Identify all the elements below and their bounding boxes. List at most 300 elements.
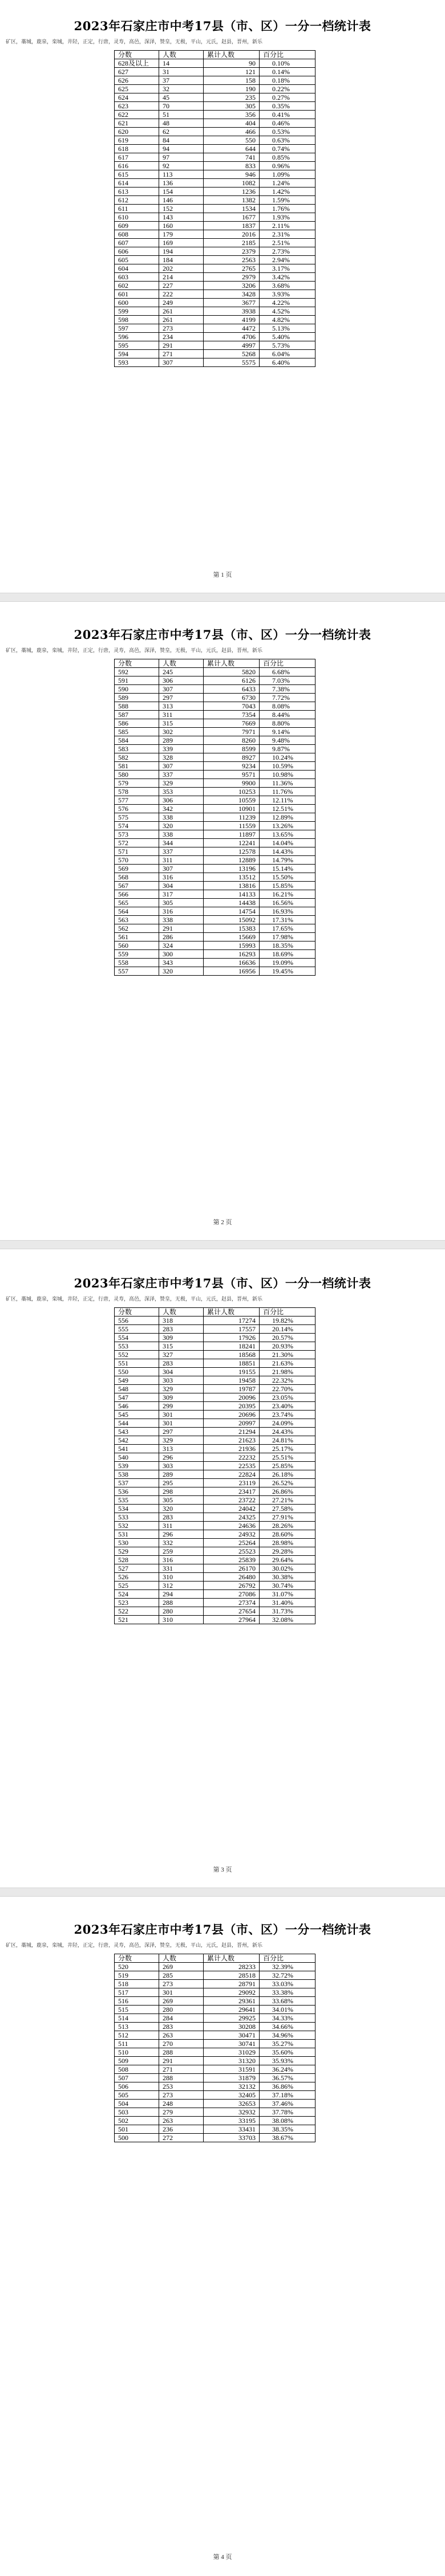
cell-score: 540 <box>115 1453 159 1462</box>
cell-score: 509 <box>115 2057 159 2065</box>
cell-count: 288 <box>159 1599 204 1607</box>
cell-percent: 30.38% <box>260 1573 315 1582</box>
cell-score: 508 <box>115 2065 159 2074</box>
cell-count: 249 <box>159 299 204 307</box>
page-title: 2023年石家庄市中考17县（市、区）一分一档统计表 <box>74 627 371 642</box>
cell-count: 307 <box>159 865 204 873</box>
county-list: 矿区，藁城，鹿泉，栾城，井陉，正定，行唐，灵寿，高邑，深泽，赞皇，无极，平山，元氏，赵县，晋州，新乐 <box>6 39 263 45</box>
cell-count: 94 <box>159 145 204 153</box>
table-row <box>115 1393 315 1402</box>
table-row <box>115 967 315 976</box>
cell-count: 45 <box>159 93 204 102</box>
cell-count: 194 <box>159 247 204 256</box>
page-2 <box>0 602 445 1240</box>
cell-percent: 2.51% <box>260 239 315 247</box>
table-row <box>115 59 315 68</box>
cell-cumulative: 2185 <box>204 239 260 247</box>
cell-count: 51 <box>159 111 204 119</box>
cell-percent: 27.21% <box>260 1496 315 1505</box>
cell-cumulative: 29092 <box>204 1988 260 1997</box>
cell-cumulative: 4997 <box>204 341 260 350</box>
cell-percent: 5.73% <box>260 341 315 350</box>
page-title: 2023年石家庄市中考17县（市、区）一分一档统计表 <box>74 1276 371 1290</box>
cell-cumulative: 158 <box>204 76 260 85</box>
cell-cumulative: 7669 <box>204 719 260 728</box>
cell-score: 568 <box>115 873 159 882</box>
cell-score: 594 <box>115 350 159 358</box>
cell-count: 283 <box>159 1359 204 1368</box>
cell-percent: 30.02% <box>260 1564 315 1573</box>
cell-score: 614 <box>115 179 159 188</box>
table-row <box>115 1564 315 1573</box>
table-row <box>115 830 315 839</box>
table-row <box>115 959 315 967</box>
cell-cumulative: 31591 <box>204 2065 260 2074</box>
cell-score: 595 <box>115 341 159 350</box>
cell-score: 500 <box>115 2134 159 2142</box>
page-1 <box>0 0 445 593</box>
cell-cumulative: 29641 <box>204 2006 260 2014</box>
cell-percent: 35.93% <box>260 2057 315 2065</box>
cell-count: 309 <box>159 1393 204 1402</box>
cell-score: 586 <box>115 719 159 728</box>
page-title: 2023年石家庄市中考17县（市、区）一分一档统计表 <box>74 1922 371 1937</box>
table-row <box>115 1487 315 1496</box>
cell-cumulative: 305 <box>204 102 260 111</box>
cell-score: 608 <box>115 230 159 239</box>
cell-score: 564 <box>115 907 159 916</box>
cell-score: 602 <box>115 282 159 290</box>
cell-count: 280 <box>159 1607 204 1616</box>
cell-score: 606 <box>115 247 159 256</box>
cell-count: 328 <box>159 753 204 762</box>
cell-score: 517 <box>115 1988 159 1997</box>
cell-count: 313 <box>159 702 204 711</box>
cell-score: 523 <box>115 1599 159 1607</box>
cell-score: 544 <box>115 1419 159 1428</box>
cell-cumulative: 29925 <box>204 2014 260 2023</box>
page-separator <box>0 1240 445 1249</box>
cell-count: 283 <box>159 1513 204 1522</box>
cell-count: 272 <box>159 2134 204 2142</box>
cell-cumulative: 16956 <box>204 967 260 976</box>
cell-cumulative: 18851 <box>204 1359 260 1368</box>
cell-count: 313 <box>159 1445 204 1453</box>
cell-count: 285 <box>159 1971 204 1980</box>
cell-score: 550 <box>115 1368 159 1376</box>
cell-score: 560 <box>115 941 159 950</box>
cell-cumulative: 20096 <box>204 1393 260 1402</box>
cell-score: 620 <box>115 128 159 136</box>
cell-count: 306 <box>159 796 204 805</box>
cell-percent: 35.60% <box>260 2048 315 2057</box>
cell-cumulative: 1082 <box>204 179 260 188</box>
cell-count: 339 <box>159 745 204 753</box>
cell-count: 92 <box>159 162 204 170</box>
cell-cumulative: 28791 <box>204 1980 260 1988</box>
cell-count: 14 <box>159 59 204 68</box>
cell-percent: 15.14% <box>260 865 315 873</box>
cell-percent: 0.18% <box>260 76 315 85</box>
cell-cumulative: 9900 <box>204 779 260 788</box>
table-row <box>115 685 315 694</box>
cell-score: 548 <box>115 1385 159 1393</box>
cell-cumulative: 3206 <box>204 282 260 290</box>
cell-percent: 16.93% <box>260 907 315 916</box>
table-row <box>115 933 315 941</box>
cell-score: 537 <box>115 1479 159 1487</box>
cell-count: 261 <box>159 316 204 324</box>
cell-cumulative: 31320 <box>204 2057 260 2065</box>
table-row <box>115 1453 315 1462</box>
cell-count: 297 <box>159 694 204 702</box>
cell-cumulative: 15669 <box>204 933 260 941</box>
cell-cumulative: 24636 <box>204 1522 260 1530</box>
cell-count: 303 <box>159 1376 204 1385</box>
cell-cumulative: 19458 <box>204 1376 260 1385</box>
cell-cumulative: 27654 <box>204 1607 260 1616</box>
cell-percent: 34.01% <box>260 2006 315 2014</box>
table-row <box>115 1607 315 1616</box>
cell-percent: 0.14% <box>260 68 315 76</box>
page-number: 第 2 页 <box>213 1219 232 1226</box>
cell-cumulative: 190 <box>204 85 260 93</box>
cell-percent: 8.44% <box>260 711 315 719</box>
table-row <box>115 882 315 890</box>
cell-score: 621 <box>115 119 159 128</box>
cell-percent: 0.27% <box>260 93 315 102</box>
table-row <box>115 2091 315 2100</box>
cell-percent: 32.08% <box>260 1616 315 1624</box>
cell-count: 270 <box>159 2040 204 2048</box>
table-row <box>115 2134 315 2142</box>
cell-count: 37 <box>159 76 204 85</box>
cell-percent: 26.52% <box>260 1479 315 1487</box>
cell-cumulative: 29361 <box>204 1997 260 2006</box>
cell-score: 514 <box>115 2014 159 2023</box>
cell-score: 526 <box>115 1573 159 1582</box>
cell-percent: 7.38% <box>260 685 315 694</box>
cell-score: 541 <box>115 1445 159 1453</box>
cell-percent: 22.32% <box>260 1376 315 1385</box>
cell-count: 273 <box>159 2091 204 2100</box>
cell-count: 309 <box>159 1334 204 1342</box>
cell-cumulative: 24042 <box>204 1505 260 1513</box>
county-list: 矿区，藁城，鹿泉，栾城，井陉，正定，行唐，灵寿，高邑，深泽，赞皇，无极，平山，元氏，赵县，晋州，新乐 <box>6 1943 263 1949</box>
table-row <box>115 358 315 367</box>
cell-score: 561 <box>115 933 159 941</box>
table-row <box>115 145 315 153</box>
page-3 <box>0 1249 445 1888</box>
cell-percent: 10.24% <box>260 753 315 762</box>
cell-count: 280 <box>159 2006 204 2014</box>
cell-score: 599 <box>115 307 159 316</box>
cell-cumulative: 18241 <box>204 1342 260 1351</box>
cell-cumulative: 10253 <box>204 788 260 796</box>
cell-percent: 2.73% <box>260 247 315 256</box>
cell-cumulative: 11559 <box>204 822 260 830</box>
cell-percent: 4.82% <box>260 316 315 324</box>
cell-count: 316 <box>159 873 204 882</box>
cell-percent: 16.21% <box>260 890 315 899</box>
cell-count: 307 <box>159 685 204 694</box>
cell-count: 32 <box>159 85 204 93</box>
cell-percent: 25.85% <box>260 1462 315 1470</box>
cell-count: 184 <box>159 256 204 264</box>
cell-cumulative: 7971 <box>204 728 260 736</box>
cell-score: 515 <box>115 2006 159 2014</box>
cell-cumulative: 12889 <box>204 856 260 865</box>
table-row <box>115 1539 315 1547</box>
cell-cumulative: 2379 <box>204 247 260 256</box>
cell-cumulative: 31029 <box>204 2048 260 2057</box>
cell-cumulative: 23722 <box>204 1496 260 1505</box>
cell-percent: 31.07% <box>260 1590 315 1599</box>
cell-percent: 1.93% <box>260 213 315 222</box>
table-row <box>115 179 315 188</box>
cell-percent: 20.57% <box>260 1334 315 1342</box>
cell-score: 589 <box>115 694 159 702</box>
table-row <box>115 1963 315 1971</box>
cell-count: 31 <box>159 68 204 76</box>
cell-score: 615 <box>115 170 159 179</box>
cell-score: 518 <box>115 1980 159 1988</box>
cell-percent: 21.63% <box>260 1359 315 1368</box>
cell-count: 259 <box>159 1547 204 1556</box>
cell-percent: 14.43% <box>260 847 315 856</box>
cell-score: 605 <box>115 256 159 264</box>
cell-cumulative: 26170 <box>204 1564 260 1573</box>
table-row <box>115 1376 315 1385</box>
cell-count: 291 <box>159 924 204 933</box>
header-cumulative: 累计人数 <box>204 659 260 668</box>
table-row <box>115 1419 315 1428</box>
cell-percent: 20.14% <box>260 1325 315 1334</box>
cell-score: 532 <box>115 1522 159 1530</box>
cell-cumulative: 946 <box>204 170 260 179</box>
cell-percent: 32.39% <box>260 1963 315 1971</box>
table-row <box>115 119 315 128</box>
cell-percent: 0.22% <box>260 85 315 93</box>
cell-count: 222 <box>159 290 204 299</box>
cell-count: 306 <box>159 676 204 685</box>
table-row <box>115 1470 315 1479</box>
cell-percent: 16.56% <box>260 899 315 907</box>
cell-count: 301 <box>159 1411 204 1419</box>
cell-count: 304 <box>159 882 204 890</box>
cell-score: 581 <box>115 762 159 771</box>
cell-cumulative: 28518 <box>204 1971 260 1980</box>
cell-percent: 38.67% <box>260 2134 315 2142</box>
cell-count: 236 <box>159 2125 204 2134</box>
cell-percent: 11.36% <box>260 779 315 788</box>
cell-cumulative: 7354 <box>204 711 260 719</box>
cell-score: 597 <box>115 324 159 333</box>
cell-cumulative: 33703 <box>204 2134 260 2142</box>
table-row <box>115 1547 315 1556</box>
cell-cumulative: 2979 <box>204 273 260 282</box>
table-row <box>115 890 315 899</box>
table-row <box>115 1980 315 1988</box>
cell-percent: 26.86% <box>260 1487 315 1496</box>
cell-percent: 1.09% <box>260 170 315 179</box>
cell-score: 527 <box>115 1564 159 1573</box>
cell-count: 97 <box>159 153 204 162</box>
cell-score: 609 <box>115 222 159 230</box>
cell-percent: 29.64% <box>260 1556 315 1564</box>
cell-cumulative: 17557 <box>204 1325 260 1334</box>
cell-count: 300 <box>159 950 204 959</box>
cell-score: 530 <box>115 1539 159 1547</box>
cell-score: 603 <box>115 273 159 282</box>
cell-count: 227 <box>159 282 204 290</box>
cell-count: 288 <box>159 2074 204 2082</box>
cell-percent: 5.40% <box>260 333 315 341</box>
cell-count: 311 <box>159 856 204 865</box>
cell-score: 596 <box>115 333 159 341</box>
cell-count: 152 <box>159 205 204 213</box>
cell-percent: 31.73% <box>260 1607 315 1616</box>
header-cumulative: 累计人数 <box>204 1308 260 1316</box>
cell-percent: 0.53% <box>260 128 315 136</box>
cell-percent: 31.40% <box>260 1599 315 1607</box>
cell-percent: 21.98% <box>260 1368 315 1376</box>
table-row <box>115 2057 315 2065</box>
cell-count: 283 <box>159 1325 204 1334</box>
cell-count: 253 <box>159 2082 204 2091</box>
cell-count: 296 <box>159 1530 204 1539</box>
cell-score: 628及以上 <box>115 59 159 68</box>
table-row <box>115 711 315 719</box>
cell-count: 338 <box>159 813 204 822</box>
table-row <box>115 1988 315 1997</box>
cell-cumulative: 22535 <box>204 1462 260 1470</box>
cell-score: 522 <box>115 1607 159 1616</box>
table-row <box>115 847 315 856</box>
cell-count: 295 <box>159 1479 204 1487</box>
cell-count: 146 <box>159 196 204 205</box>
cell-score: 534 <box>115 1505 159 1513</box>
cell-cumulative: 90 <box>204 59 260 68</box>
cell-cumulative: 15993 <box>204 941 260 950</box>
cell-count: 298 <box>159 1487 204 1496</box>
cell-score: 588 <box>115 702 159 711</box>
cell-count: 263 <box>159 2031 204 2040</box>
cell-cumulative: 30208 <box>204 2023 260 2031</box>
cell-score: 612 <box>115 196 159 205</box>
cell-cumulative: 27964 <box>204 1616 260 1624</box>
cell-cumulative: 8927 <box>204 753 260 762</box>
table-row <box>115 1334 315 1342</box>
table-row <box>115 2040 315 2048</box>
cell-cumulative: 32932 <box>204 2108 260 2117</box>
cell-score: 513 <box>115 2023 159 2031</box>
cell-cumulative: 466 <box>204 128 260 136</box>
cell-count: 70 <box>159 102 204 111</box>
table-row <box>115 1505 315 1513</box>
cell-cumulative: 7043 <box>204 702 260 711</box>
header-score: 分数 <box>115 1954 159 1963</box>
cell-cumulative: 2765 <box>204 264 260 273</box>
cell-score: 624 <box>115 93 159 102</box>
cell-count: 169 <box>159 239 204 247</box>
cell-score: 592 <box>115 668 159 676</box>
cell-score: 571 <box>115 847 159 856</box>
page-title: 2023年石家庄市中考17县（市、区）一分一档统计表 <box>74 19 371 33</box>
table-row <box>115 299 315 307</box>
cell-score: 587 <box>115 711 159 719</box>
cell-score: 528 <box>115 1556 159 1564</box>
table-row <box>115 1479 315 1487</box>
cell-percent: 26.18% <box>260 1470 315 1479</box>
cell-percent: 23.74% <box>260 1411 315 1419</box>
cell-cumulative: 4706 <box>204 333 260 341</box>
table-row <box>115 950 315 959</box>
table-row <box>115 239 315 247</box>
cell-cumulative: 4472 <box>204 324 260 333</box>
score-table <box>114 659 315 976</box>
table-row <box>115 222 315 230</box>
table-row <box>115 324 315 333</box>
cell-count: 329 <box>159 1436 204 1445</box>
table-row <box>115 1590 315 1599</box>
cell-score: 600 <box>115 299 159 307</box>
cell-cumulative: 9571 <box>204 771 260 779</box>
cell-percent: 17.31% <box>260 916 315 924</box>
table-row <box>115 264 315 273</box>
cell-percent: 28.26% <box>260 1522 315 1530</box>
cell-count: 279 <box>159 2108 204 2117</box>
cell-score: 546 <box>115 1402 159 1411</box>
cell-score: 503 <box>115 2108 159 2117</box>
cell-percent: 1.76% <box>260 205 315 213</box>
table-row <box>115 2048 315 2057</box>
cell-cumulative: 27086 <box>204 1590 260 1599</box>
cell-percent: 1.24% <box>260 179 315 188</box>
cell-cumulative: 5575 <box>204 358 260 367</box>
cell-cumulative: 11239 <box>204 813 260 822</box>
cell-percent: 17.65% <box>260 924 315 933</box>
header-count: 人数 <box>159 51 204 59</box>
cell-percent: 19.45% <box>260 967 315 976</box>
table-row <box>115 1316 315 1325</box>
cell-score: 577 <box>115 796 159 805</box>
cell-score: 556 <box>115 1316 159 1325</box>
table-row <box>115 213 315 222</box>
cell-cumulative: 3938 <box>204 307 260 316</box>
cell-score: 555 <box>115 1325 159 1334</box>
cell-percent: 0.63% <box>260 136 315 145</box>
cell-cumulative: 404 <box>204 119 260 128</box>
cell-percent: 15.85% <box>260 882 315 890</box>
cell-cumulative: 16293 <box>204 950 260 959</box>
cell-count: 329 <box>159 1385 204 1393</box>
table-header-row <box>115 1954 315 1963</box>
table-row <box>115 1496 315 1505</box>
cell-percent: 3.68% <box>260 282 315 290</box>
table-row <box>115 805 315 813</box>
cell-score: 502 <box>115 2117 159 2125</box>
table-row <box>115 1573 315 1582</box>
cell-count: 305 <box>159 899 204 907</box>
cell-count: 263 <box>159 2117 204 2125</box>
cell-count: 315 <box>159 1342 204 1351</box>
cell-score: 569 <box>115 865 159 873</box>
cell-count: 318 <box>159 1316 204 1325</box>
cell-percent: 0.10% <box>260 59 315 68</box>
cell-cumulative: 28233 <box>204 1963 260 1971</box>
header-score: 分数 <box>115 659 159 668</box>
